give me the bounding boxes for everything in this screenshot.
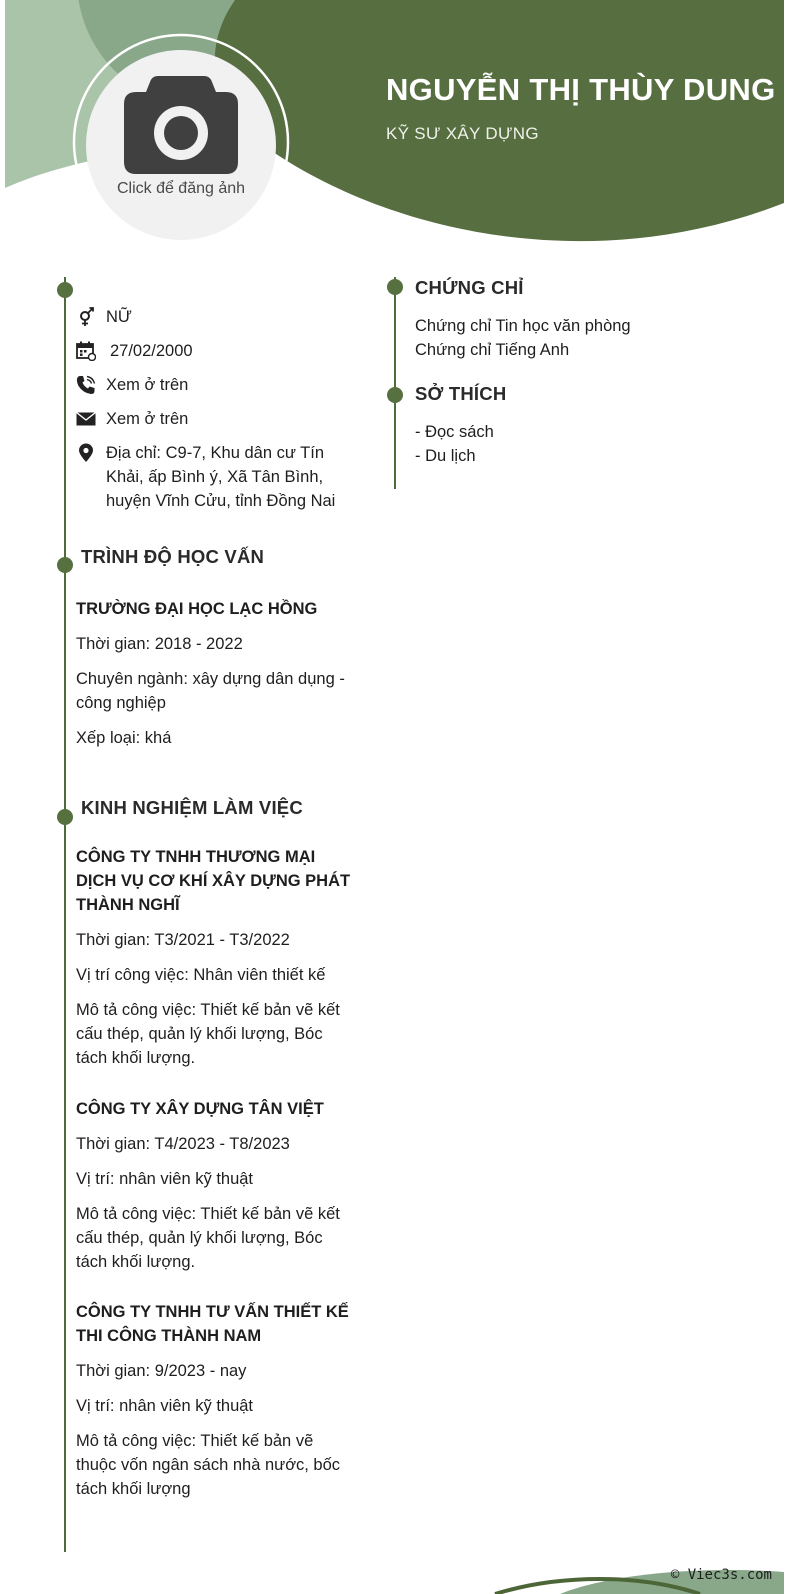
right-timeline-line bbox=[394, 277, 396, 489]
education-rank: Xếp loại: khá bbox=[76, 729, 172, 747]
phone-value: Xem ở trên bbox=[106, 376, 189, 394]
photo-upload[interactable] bbox=[86, 50, 276, 240]
experience-time: Thời gian: T4/2023 - T8/2023 bbox=[76, 1135, 290, 1153]
experience-description: Mô tả công việc: Thiết kế bản vẽ kết cấu thép, quản lý khối lượng, Bóc tách khối lượng. bbox=[76, 1001, 340, 1067]
email-value: Xem ở trên bbox=[106, 410, 189, 428]
education-title: TRÌNH ĐỘ HỌC VẤN bbox=[81, 546, 265, 567]
timeline-dot bbox=[57, 809, 73, 825]
timeline-dot bbox=[57, 557, 73, 573]
experience-item bbox=[76, 845, 351, 1081]
experience-time: Thời gian: 9/2023 - nay bbox=[76, 1362, 247, 1380]
education-block bbox=[76, 597, 351, 761]
experience-description: Mô tả công việc: Thiết kế bản vẽ thuộc vốn ngân sách nhà nước, bốc tách khối lượng bbox=[76, 1432, 341, 1498]
candidate-name: NGUYỄN THỊ THÙY DUNG bbox=[386, 72, 776, 107]
certificates-list bbox=[415, 314, 745, 362]
education-school: TRƯỜNG ĐẠI HỌC LẠC HỒNG bbox=[76, 600, 318, 618]
certificate-item: Chứng chỉ Tin học văn phòng bbox=[415, 317, 631, 335]
hobby-item: - Du lịch bbox=[415, 447, 476, 465]
experience-company: CÔNG TY TNHH TƯ VẤN THIẾT KẾ THI CÔNG THÀNH NAM bbox=[76, 1303, 349, 1345]
certificates-title: CHỨNG CHỈ bbox=[415, 277, 524, 298]
experience-position: Vị trí: nhân viên kỹ thuật bbox=[76, 1397, 254, 1415]
gender-value: NỮ bbox=[106, 308, 133, 326]
map-pin-icon bbox=[76, 443, 96, 463]
experience-title: KINH NGHIỆM LÀM VIỆC bbox=[81, 797, 303, 818]
left-timeline-line bbox=[64, 277, 66, 1552]
experience-position: Vị trí công việc: Nhân viên thiết kế bbox=[76, 966, 326, 984]
watermark: © Viec3s.com bbox=[670, 1567, 772, 1583]
experience-description: Mô tả công việc: Thiết kế bản vẽ kết cấu thép, quản lý khối lượng, Bóc tách khối lượng. bbox=[76, 1205, 340, 1271]
experience-position: Vị trí: nhân viên kỹ thuật bbox=[76, 1170, 254, 1188]
hobbies-title: SỞ THÍCH bbox=[415, 383, 507, 404]
timeline-dot bbox=[57, 282, 73, 298]
candidate-job-title: KỸ SƯ XÂY DỰNG bbox=[386, 124, 539, 143]
address-value: Địa chỉ: C9-7, Khu dân cư Tín Khải, ấp Bình ý, Xã Tân Bình, huyện Vĩnh Cửu, tỉnh Đồng Nai bbox=[106, 444, 336, 510]
timeline-dot bbox=[387, 279, 403, 295]
gender-icon bbox=[76, 307, 96, 327]
photo-upload-label: Click để đăng ảnh bbox=[116, 180, 246, 197]
phone-icon bbox=[76, 375, 96, 395]
experience-time: Thời gian: T3/2021 - T3/2022 bbox=[76, 931, 290, 949]
education-time: Thời gian: 2018 - 2022 bbox=[76, 635, 243, 653]
hobbies-list bbox=[415, 420, 745, 468]
birthday-value: 27/02/2000 bbox=[110, 342, 193, 360]
education-major: Chuyên ngành: xây dựng dân dụng - công nghiệp bbox=[76, 670, 345, 712]
experience-item bbox=[76, 1097, 351, 1285]
calendar-icon bbox=[76, 341, 96, 361]
timeline-dot bbox=[387, 387, 403, 403]
certificate-item: Chứng chỉ Tiếng Anh bbox=[415, 341, 570, 359]
camera-icon bbox=[124, 76, 238, 176]
experience-company: CÔNG TY XÂY DỰNG TÂN VIỆT bbox=[76, 1100, 324, 1118]
envelope-icon bbox=[76, 409, 96, 429]
hobby-item: - Đọc sách bbox=[415, 423, 494, 441]
experience-item bbox=[76, 1300, 351, 1512]
experience-company: CÔNG TY TNHH THƯƠNG MẠI DỊCH VỤ CƠ KHÍ XÂY DỰNG PHÁT THÀNH NGHĨ bbox=[76, 848, 351, 914]
